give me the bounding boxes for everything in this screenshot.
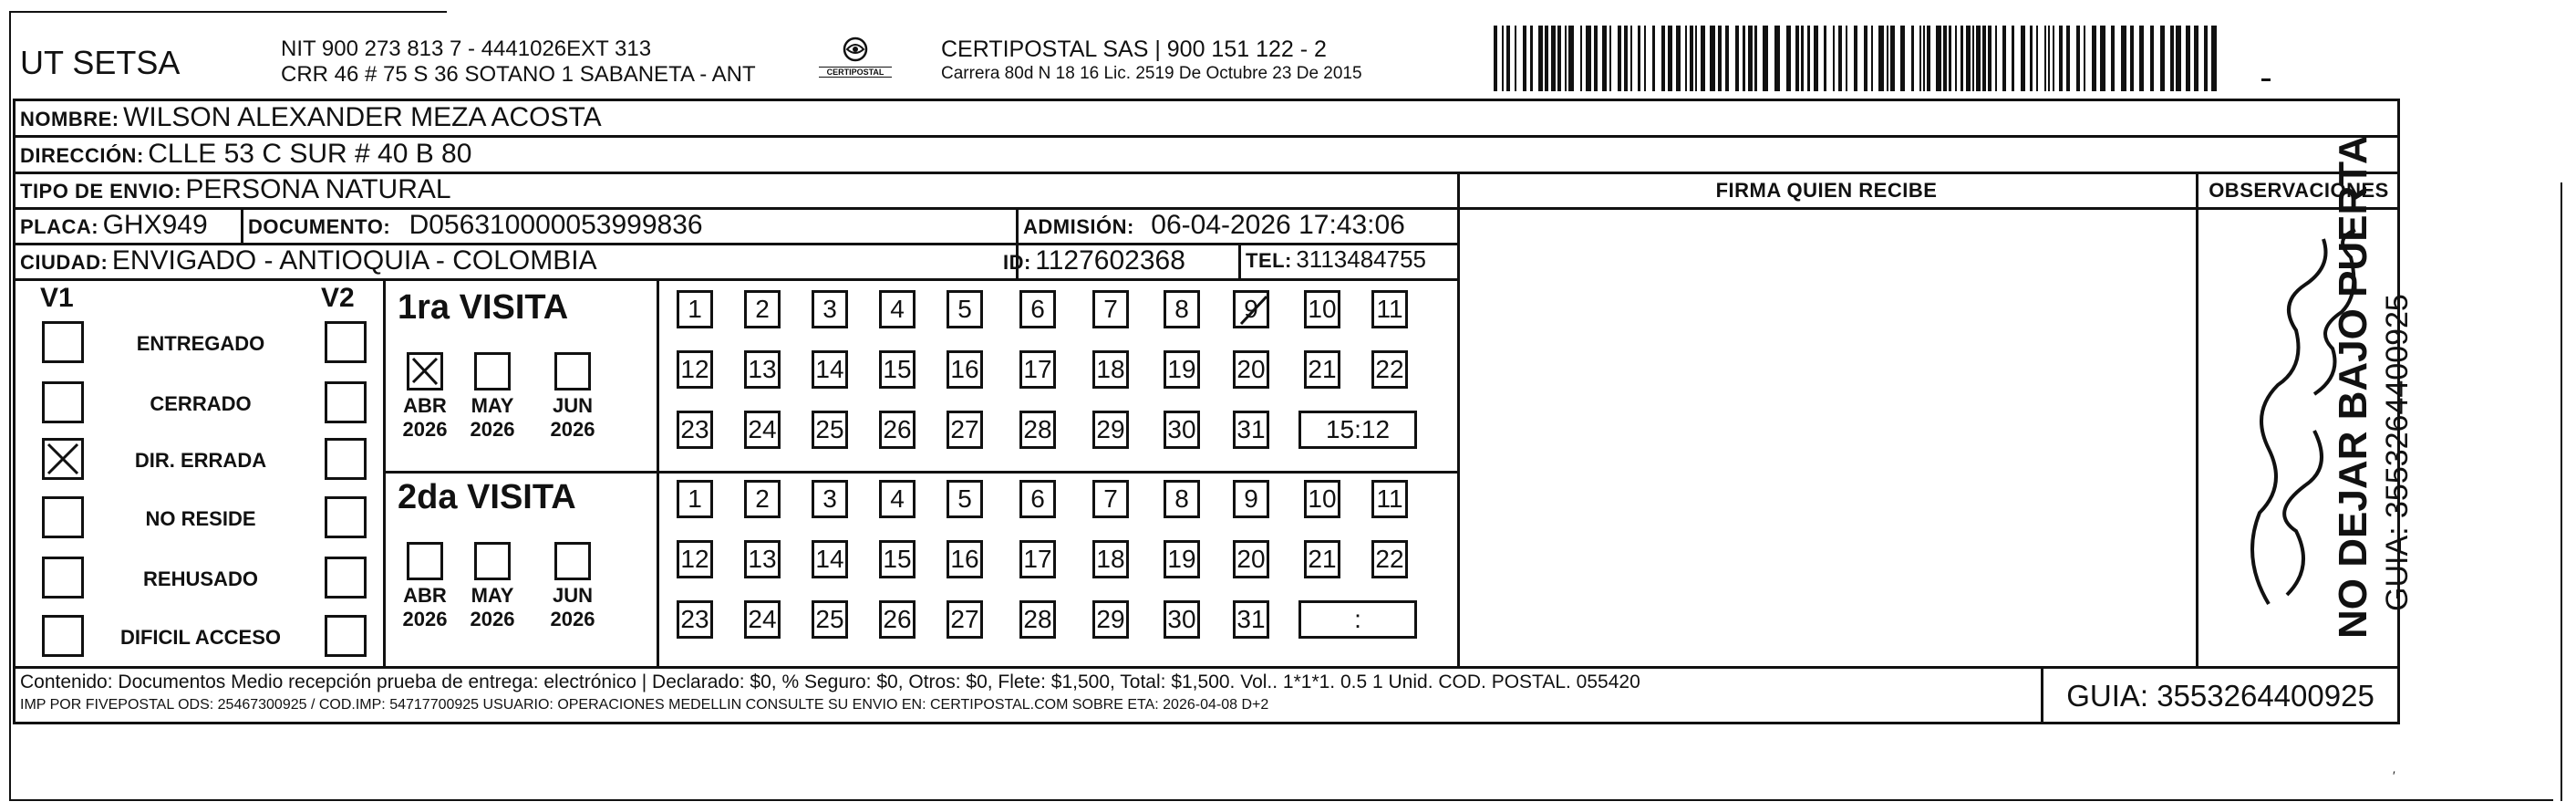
calendar-day[interactable]: 27 xyxy=(947,411,983,449)
row-line-5 xyxy=(13,278,1457,281)
barcode-bar xyxy=(1936,26,1941,91)
barcode-bar xyxy=(1644,26,1646,91)
barcode-bar xyxy=(1502,26,1504,91)
month-label: JUN xyxy=(552,584,593,607)
page-bottom-border xyxy=(9,799,2553,801)
logo-emblem-icon xyxy=(837,36,874,66)
barcode-bar xyxy=(1668,26,1672,91)
calendar-day[interactable]: 25 xyxy=(812,600,848,639)
barcode-bar xyxy=(1943,26,1947,91)
top-rule xyxy=(9,11,447,13)
calendar-day[interactable]: 31 xyxy=(1233,411,1269,449)
firma-header: FIRMA QUIEN RECIBE xyxy=(1715,179,1938,202)
calendar-day[interactable]: 11 xyxy=(1371,480,1408,518)
calendar-day[interactable]: 18 xyxy=(1092,350,1129,389)
status-v1-checkbox[interactable] xyxy=(42,557,84,599)
company-name: UT SETSA xyxy=(20,44,181,81)
calendar-day[interactable]: 30 xyxy=(1164,411,1200,449)
status-v2-checkbox[interactable] xyxy=(325,615,367,657)
page-left-border xyxy=(9,11,11,799)
calendar-day[interactable]: 4 xyxy=(879,290,916,328)
tel-divider xyxy=(1238,243,1241,278)
tipo-row xyxy=(20,174,451,205)
month-year: 2026 xyxy=(550,418,595,441)
barcode-bar xyxy=(1774,26,1780,91)
status-v2-checkbox[interactable] xyxy=(325,557,367,599)
barcode-bar xyxy=(2044,26,2046,91)
status-v2-checkbox[interactable] xyxy=(325,496,367,538)
calendar-day[interactable]: 14 xyxy=(812,540,848,578)
barcode-bar xyxy=(1695,26,1697,91)
barcode-bar xyxy=(1833,26,1835,91)
direccion-value: CLLE 53 C SUR # 40 B 80 xyxy=(148,139,472,169)
signature xyxy=(2205,212,2387,650)
barcode-bar xyxy=(2121,26,2126,91)
page-right-border xyxy=(2560,182,2562,801)
visit-separator xyxy=(383,471,1457,474)
calendar-day[interactable]: 12 xyxy=(677,350,713,389)
calendar-day[interactable]: 19 xyxy=(1164,540,1200,578)
placa-value: GHX949 xyxy=(102,210,208,240)
calendar-day[interactable]: 9 xyxy=(1233,480,1269,518)
calendar-day[interactable]: 29 xyxy=(1092,600,1129,639)
calendar-day[interactable]: 24 xyxy=(744,600,781,639)
month-year: 2026 xyxy=(470,608,515,630)
barcode-bar xyxy=(1864,26,1867,91)
tel-cell xyxy=(1246,245,1426,274)
barcode-bar xyxy=(1748,26,1753,91)
calendar-day[interactable]: 17 xyxy=(1019,350,1056,389)
calendar-day[interactable]: 10 xyxy=(1304,480,1340,518)
barcode-bar xyxy=(1701,26,1705,91)
visit-time-box[interactable]: 15:12 xyxy=(1298,411,1417,449)
calendar-day[interactable]: 5 xyxy=(947,480,983,518)
firma-left-border xyxy=(1457,172,1460,666)
certipostal-logo xyxy=(819,36,892,88)
placa-label: PLACA: xyxy=(20,215,99,238)
month-checkbox[interactable] xyxy=(474,352,511,390)
month-checkbox[interactable] xyxy=(407,352,443,390)
barcode-bar xyxy=(1927,26,1930,91)
calendar-day[interactable]: 6 xyxy=(1019,290,1056,328)
footer-line1: Contenido: Documentos Medio recepción prueba de entrega: electrónico | Declarado: $0, % Seguro: $0, Otros: $0, Flete: $1,500, Total: $1,500. Vol.. 1*1*1. 0.5 1 Unid. COD. POSTAL. 055420 xyxy=(20,671,1640,692)
calendar-day[interactable]: 20 xyxy=(1233,540,1269,578)
nombre-row xyxy=(20,102,602,133)
barcode-bar xyxy=(1557,26,1561,91)
barcode-bar xyxy=(2076,26,2080,91)
calendar-day[interactable]: 26 xyxy=(879,600,916,639)
status-label: DIFICIL ACCESO xyxy=(119,626,281,649)
barcode-bar xyxy=(1786,26,1791,91)
barcode-bar xyxy=(1955,26,1957,91)
month-label: JUN xyxy=(552,394,593,417)
nit-line: NIT 900 273 813 7 - 4441026EXT 313 xyxy=(281,36,652,61)
barcode-bar xyxy=(1523,26,1526,91)
id-label: ID: xyxy=(1003,251,1031,274)
calendar-day[interactable]: 22 xyxy=(1371,540,1408,578)
barcode-bar xyxy=(2176,26,2181,91)
barcode-bar xyxy=(1972,26,1974,91)
month-checkbox[interactable] xyxy=(554,542,591,580)
v1-label: V1 xyxy=(40,283,74,313)
nombre-label: NOMBRE: xyxy=(20,108,119,130)
calendar-day[interactable]: 17 xyxy=(1019,540,1056,578)
calendar-day[interactable]: 15 xyxy=(879,350,916,389)
v2-label: V2 xyxy=(321,283,355,313)
placa-cell xyxy=(20,210,208,241)
tipo-label: TIPO DE ENVIO: xyxy=(20,180,181,203)
calendar-day[interactable]: 3 xyxy=(812,480,848,518)
barcode-bar xyxy=(1795,26,1799,91)
barcode-bar xyxy=(2066,26,2070,91)
x-mark-icon xyxy=(409,355,440,388)
calendar-day[interactable]: 21 xyxy=(1304,540,1340,578)
calendar-day[interactable]: 28 xyxy=(1019,411,1056,449)
footer-line2: IMP POR FIVEPOSTAL ODS: 25467300925 / COD.IMP: 54717700925 USUARIO: OPERACIONES MEDELLIN CONSULTE SU ENVIO EN: CERTIPOSTAL.COM SOBRE ETA: 2026-04-08 D+2 xyxy=(20,697,1269,713)
calendar-day[interactable]: 18 xyxy=(1092,540,1129,578)
logo-caption: CERTIPOSTAL xyxy=(819,67,892,78)
nombre-value: WILSON ALEXANDER MEZA ACOSTA xyxy=(123,102,602,132)
calendar-day[interactable]: 1 xyxy=(677,290,713,328)
barcode-bar xyxy=(1602,26,1607,91)
x-mark-icon xyxy=(45,441,81,477)
barcode-bar xyxy=(1638,26,1640,91)
barcode-bar xyxy=(1911,26,1914,91)
calendar-day[interactable]: 13 xyxy=(744,540,781,578)
side-main: NO DEJAR BAJO PUERTA xyxy=(2331,135,2375,639)
calendar-day[interactable]: 1 xyxy=(677,480,713,518)
status-label: NO RESIDE xyxy=(145,507,256,530)
documento-cell xyxy=(248,210,703,241)
barcode-bar xyxy=(1630,26,1632,91)
documento-label: DOCUMENTO: xyxy=(248,215,391,238)
barcode-bar xyxy=(1976,26,1981,91)
barcode-bar xyxy=(2030,26,2033,91)
calendar-day[interactable]: 13 xyxy=(744,350,781,389)
barcode-bar xyxy=(1801,26,1804,91)
barcode-bar xyxy=(1676,26,1681,91)
barcode-bar xyxy=(1530,26,1533,91)
calendar-day[interactable]: 24 xyxy=(744,411,781,449)
month-label: ABR xyxy=(403,584,447,607)
barcode-bar xyxy=(1807,26,1810,91)
calendar-day[interactable]: 8 xyxy=(1164,290,1200,328)
calendar-day[interactable]: 6 xyxy=(1019,480,1056,518)
month-label: ABR xyxy=(403,394,447,417)
calendar-day[interactable]: 16 xyxy=(947,540,983,578)
barcode-bar xyxy=(1754,26,1757,91)
barcode-bar xyxy=(2194,26,2198,91)
ciudad-label: CIUDAD: xyxy=(20,251,109,274)
id-value: 1127602368 xyxy=(1035,245,1185,276)
status-v2-checkbox[interactable] xyxy=(325,321,367,363)
visit-time-box[interactable]: : xyxy=(1298,600,1417,639)
barcode-bar xyxy=(1545,26,1548,91)
barcode-bar xyxy=(1854,26,1857,91)
calendar-day[interactable]: 29 xyxy=(1092,411,1129,449)
calendar-day[interactable]: 31 xyxy=(1233,600,1269,639)
barcode-bar xyxy=(1580,26,1582,91)
calendar-day[interactable]: 10 xyxy=(1304,290,1340,328)
calendar-day[interactable]: 7 xyxy=(1092,480,1129,518)
admision-cell xyxy=(1023,210,1405,241)
barcode-bar xyxy=(2036,26,2038,91)
admision-label: ADMISIÓN: xyxy=(1023,215,1134,238)
status-v2-checkbox[interactable] xyxy=(325,381,367,423)
calendar-day[interactable]: 20 xyxy=(1233,350,1269,389)
barcode-bar xyxy=(2204,26,2208,91)
barcode-bar xyxy=(1609,26,1611,91)
status-v1-checkbox[interactable] xyxy=(42,438,84,480)
barcode-bar xyxy=(1949,26,1951,91)
barcode-bar xyxy=(1568,26,1574,91)
barcode-bar xyxy=(1594,26,1598,91)
calendar-day[interactable]: 22 xyxy=(1371,350,1408,389)
calendar-day[interactable]: 21 xyxy=(1304,350,1340,389)
barcode-bar xyxy=(1506,26,1510,91)
address-line: CRR 46 # 75 S 36 SOTANO 1 SABANETA - ANT xyxy=(281,62,756,87)
barcode-bar xyxy=(1538,26,1543,91)
barcode-bar xyxy=(1618,26,1621,91)
barcode-bar xyxy=(1887,26,1888,91)
barcode-bar xyxy=(1652,26,1655,91)
month-checkbox[interactable] xyxy=(474,542,511,580)
barcode-bar xyxy=(2186,26,2190,91)
calendar-day[interactable]: 2 xyxy=(744,290,781,328)
barcode-bar xyxy=(1494,26,1497,91)
placa-divider xyxy=(241,207,243,243)
status-v2-checkbox[interactable] xyxy=(325,438,367,480)
barcode-bar xyxy=(2160,26,2165,91)
barcode-bar xyxy=(2053,26,2054,91)
barcode-bar xyxy=(2139,26,2144,91)
barcode-bar xyxy=(1551,26,1556,91)
barcode-bar xyxy=(2130,26,2134,91)
barcode-bar xyxy=(1890,26,1895,91)
barcode-bar xyxy=(1515,26,1516,91)
direccion-row xyxy=(20,139,471,170)
calendar-day[interactable]: 19 xyxy=(1164,350,1200,389)
barcode-bar xyxy=(2100,26,2105,91)
barcode-bar xyxy=(2170,26,2174,91)
visit2-title: 2da VISITA xyxy=(398,478,576,516)
status-label: DIR. ERRADA xyxy=(134,449,267,472)
month-checkbox[interactable] xyxy=(554,352,591,390)
calendar-day[interactable]: 15 xyxy=(879,540,916,578)
month-year: 2026 xyxy=(470,418,515,441)
barcode-bar xyxy=(2211,26,2217,91)
barcode-bar xyxy=(1846,26,1847,91)
barcode-bar xyxy=(1995,26,1997,91)
calendar-day[interactable]: 27 xyxy=(947,600,983,639)
tipo-value: PERSONA NATURAL xyxy=(185,174,451,204)
month-label: MAY xyxy=(471,584,514,607)
months-days-divider xyxy=(657,278,659,666)
barcode-bar xyxy=(1982,26,1986,91)
status-v1-checkbox[interactable] xyxy=(42,496,84,538)
barcode-bar xyxy=(2048,26,2050,91)
barcode-bar xyxy=(1960,26,1963,91)
calendar-day[interactable]: 2 xyxy=(744,480,781,518)
barcode-bar xyxy=(1718,26,1722,91)
barcode-bar xyxy=(1661,26,1665,91)
footer-guia: GUIA: 3553264400925 xyxy=(2066,679,2374,713)
calendar-day[interactable]: 23 xyxy=(677,411,713,449)
calendar-day[interactable]: 16 xyxy=(947,350,983,389)
month-year: 2026 xyxy=(402,418,448,441)
calendar-day[interactable]: 4 xyxy=(879,480,916,518)
barcode-bar xyxy=(2002,26,2006,91)
check-mark-icon xyxy=(1236,293,1272,331)
barcode-bar xyxy=(1871,26,1873,91)
ciudad-cell xyxy=(20,245,597,276)
month-checkbox[interactable] xyxy=(407,542,443,580)
obs-left-border xyxy=(2196,172,2198,666)
barcode-bar xyxy=(1735,26,1739,91)
barcode-bar xyxy=(1966,26,1971,91)
barcode-bar xyxy=(1725,26,1729,91)
barcode-bar xyxy=(1586,26,1591,91)
barcode-dash xyxy=(2261,78,2271,81)
visit1-title: 1ra VISITA xyxy=(398,288,569,327)
certipostal-line: CERTIPOSTAL SAS | 900 151 122 - 2 xyxy=(941,36,1327,62)
barcode-bar xyxy=(1690,26,1693,91)
barcode-bar xyxy=(1710,26,1715,91)
calendar-day[interactable]: 23 xyxy=(677,600,713,639)
calendar-day[interactable]: 11 xyxy=(1371,290,1408,328)
ciudad-value: ENVIGADO - ANTIOQUIA - COLOMBIA xyxy=(111,245,597,276)
barcode-bar xyxy=(2092,26,2096,91)
calendar-day[interactable]: 5 xyxy=(947,290,983,328)
barcode-bar xyxy=(1988,26,1991,91)
stray-mark: ′ xyxy=(2393,768,2395,783)
tel-value: 3113484755 xyxy=(1296,245,1427,273)
calendar-day[interactable]: 3 xyxy=(812,290,848,328)
id-cell xyxy=(1003,245,1185,276)
barcode-bar xyxy=(2084,26,2085,91)
barcode-bar xyxy=(1923,26,1925,91)
calendar-day[interactable]: 14 xyxy=(812,350,848,389)
status-v1-checkbox[interactable] xyxy=(42,381,84,423)
status-label: ENTREGADO xyxy=(136,332,265,355)
calendar-day[interactable]: 9 xyxy=(1233,290,1269,328)
barcode-bar xyxy=(1763,26,1768,91)
status-v1-checkbox[interactable] xyxy=(42,321,84,363)
barcode xyxy=(1494,26,2223,91)
barcode-bar xyxy=(1743,26,1745,91)
calendar-day[interactable]: 12 xyxy=(677,540,713,578)
barcode-bar xyxy=(2012,26,2014,91)
status-v1-checkbox[interactable] xyxy=(42,615,84,657)
barcode-bar xyxy=(2021,26,2025,91)
row-line-1 xyxy=(13,135,2400,138)
calendar-day[interactable]: 7 xyxy=(1092,290,1129,328)
barcode-bar xyxy=(1685,26,1687,91)
barcode-bar xyxy=(2111,26,2115,91)
documento-value: D056310000053999836 xyxy=(409,210,703,240)
direccion-label: DIRECCIÓN: xyxy=(20,144,144,167)
observaciones-header: OBSERVACIONES xyxy=(2209,179,2389,202)
license-line: Carrera 80d N 18 16 Lic. 2519 De Octubre 23 De 2015 xyxy=(941,64,1362,83)
calendar-day[interactable]: 28 xyxy=(1019,600,1056,639)
status-label: REHUSADO xyxy=(143,567,258,590)
barcode-bar xyxy=(1878,26,1884,91)
barcode-bar xyxy=(2059,26,2063,91)
tel-label: TEL: xyxy=(1246,249,1292,272)
barcode-bar xyxy=(1838,26,1842,91)
month-label: MAY xyxy=(471,394,514,417)
barcode-bar xyxy=(1565,26,1567,91)
calendar-day[interactable]: 8 xyxy=(1164,480,1200,518)
barcode-bar xyxy=(2150,26,2154,91)
barcode-bar xyxy=(1814,26,1818,91)
side-guia: GUIA: 3553264400925 xyxy=(2380,294,2415,611)
month-year: 2026 xyxy=(402,608,448,630)
calendar-day[interactable]: 25 xyxy=(812,411,848,449)
month-year: 2026 xyxy=(550,608,595,630)
status-label: CERRADO xyxy=(150,392,252,415)
calendar-day[interactable]: 26 xyxy=(879,411,916,449)
calendar-day[interactable]: 30 xyxy=(1164,600,1200,639)
barcode-bar xyxy=(1624,26,1628,91)
barcode-bar xyxy=(1824,26,1826,91)
barcode-bar xyxy=(1900,26,1905,91)
admision-value: 06-04-2026 17:43:06 xyxy=(1151,210,1405,240)
barcode-bar xyxy=(1919,26,1921,91)
